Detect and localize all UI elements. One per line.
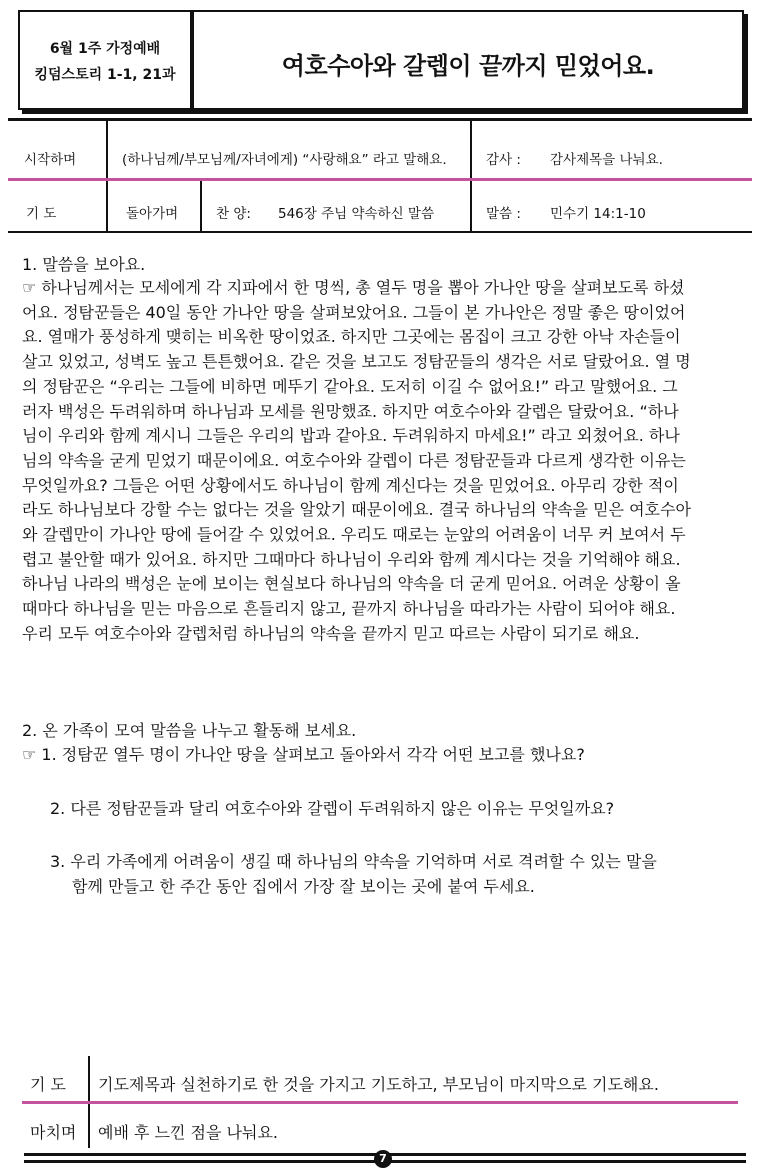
order-start-label: 시작하며 [24, 152, 77, 168]
order-prayer-label: 기 도 [26, 206, 57, 222]
question-3-line2: 함께 만들고 한 주간 동안 집에서 가장 잘 보이는 곳에 붙여 두세요. [72, 877, 535, 896]
footer-prayer-label: 기 도 [30, 1075, 66, 1094]
body-line: 때마다 하나님을 믿는 마음으로 흔들리지 않고, 끝까지 하나님을 따라가는 사람이 되어야 해요. [22, 599, 676, 619]
body-line: 살고 있었고, 성벽도 높고 튼튼했어요. 같은 것을 보고도 정탐꾼들의 생각은 서로 달랐어요. 열 명 [22, 352, 691, 372]
body-line: 렵고 불안할 때가 있어요. 하지만 그때마다 하나님이 우리와 함께 계시다는 것을 기억해야 해요. [22, 549, 681, 569]
page-number: 7 [374, 1150, 392, 1168]
thanks-label: 감사 : [486, 152, 521, 168]
body-line: 어요. 정탐꾼들은 40일 동안 가나안 땅을 살펴보았어요. 그들이 본 가나안은 정말 좋은 땅이었어 [22, 302, 686, 322]
body-line: 러자 백성은 두려워하며 하나님과 모세를 원망했죠. 하지만 여호수아와 갈렙은 달랐어요. “하나 [22, 401, 679, 421]
order-divider [106, 120, 108, 178]
page-title: 여호수아와 갈렙이 끝까지 믿었어요. [281, 52, 655, 80]
order-divider [106, 181, 108, 231]
date-line: 6월 1주 가정예배 [49, 41, 161, 57]
body-line: 님이 우리와 함께 계시니 그들은 우리의 밥과 같아요. 두려워하지 마세요!” 라고 외쳤어요. 하나 [22, 426, 680, 446]
body-line: 요. 열매가 풍성하게 맺히는 비옥한 땅이었죠. 하지만 그곳에는 몸집이 크고 강한 아낙 자손들이 [22, 327, 681, 347]
order-divider [470, 120, 472, 178]
word-label: 말씀 : [486, 206, 521, 222]
footer-prayer-text: 기도제목과 실천하기로 한 것을 가지고 기도하고, 부모님이 마지막으로 기도해요. [98, 1075, 659, 1094]
question-1: ☞ 1. 정탐꾼 열두 명이 가나안 땅을 살펴보고 돌아와서 각각 어떤 보고를 했나요? [22, 745, 585, 764]
hymn-label: 찬 양: [216, 206, 251, 222]
body-line: 하나님 나라의 백성은 눈에 보이는 현실보다 하나님의 약속을 더 굳게 믿어요. 어려운 상황이 올 [22, 574, 681, 594]
order-divider [470, 181, 472, 231]
hymn-content: 546장 주님 약속하신 말씀 [278, 206, 435, 222]
body-line: 의 정탐꾼은 “우리는 그들에 비하면 메뚜기 같아요. 도저히 이길 수 없어요!” 라고 말했어요. 그 [22, 376, 678, 396]
footer-closing-text: 예배 후 느낀 점을 나눠요. [98, 1123, 278, 1142]
section2-heading: 2. 온 가족이 모여 말씀을 나누고 활동해 보세요. [22, 721, 357, 740]
body-line: 무엇일까요? 그들은 어떤 상황에서도 하나님이 함께 계신다는 것을 믿었어요. 아무리 강한 적이 [22, 475, 679, 495]
header-info-box [18, 10, 192, 110]
order-bottom-rule [8, 231, 752, 233]
order-divider [200, 181, 202, 231]
thanks-label-wrap [486, 148, 521, 168]
body-line: 와 갈렙만이 가나안 땅에 들어갈 수 있었어요. 우리도 때로는 눈앞의 어려움이 너무 커 보여서 두 [22, 525, 686, 545]
footer-closing-label: 마치며 [30, 1123, 77, 1142]
word-content: 민수기 14:1-10 [550, 206, 646, 222]
title-box [192, 10, 744, 110]
body-line: 라도 하나님보다 강할 수는 없다는 것을 알았기 때문이에요. 결국 하나님의 약속을 믿은 여호수아 [22, 500, 691, 520]
question-2: 2. 다른 정탐꾼들과 달리 여호수아와 갈렙이 두려워하지 않은 이유는 무엇일까요? [50, 799, 615, 818]
thanks-content: 감사제목을 나눠요. [550, 152, 663, 168]
order-top-rule [8, 118, 752, 121]
body-line: ☞ 하나님께서는 모세에게 각 지파에서 한 명씩, 총 열두 명을 뽑아 가나안 땅을 살펴보도록 하셨 [22, 278, 685, 297]
order-start-content: (하나님께/부모님께/자녀에게) “사랑해요” 라고 말해요. [122, 152, 447, 168]
question-3-line1: 3. 우리 가족에게 어려움이 생길 때 하나님의 약속을 기억하며 서로 격려할 수 있는 말을 [50, 852, 657, 871]
series-line: 킹덤스토리 1-1, 21과 [34, 67, 176, 83]
order-prayer-sub: 돌아가며 [126, 206, 179, 222]
footer-accent-rule [22, 1101, 738, 1104]
section1-heading: 1. 말씀을 보아요. [22, 255, 146, 274]
body-line: 님의 약속을 굳게 믿었기 때문이에요. 여호수아와 갈렙이 다른 정탐꾼들과 다르게 생각한 이유는 [22, 450, 686, 470]
order-accent-rule [8, 178, 752, 181]
body-line: 우리 모두 여호수아와 갈렙처럼 하나님의 약속을 끝까지 믿고 따르는 사람이 되기로 해요. [22, 623, 640, 643]
section1-body [22, 276, 748, 647]
